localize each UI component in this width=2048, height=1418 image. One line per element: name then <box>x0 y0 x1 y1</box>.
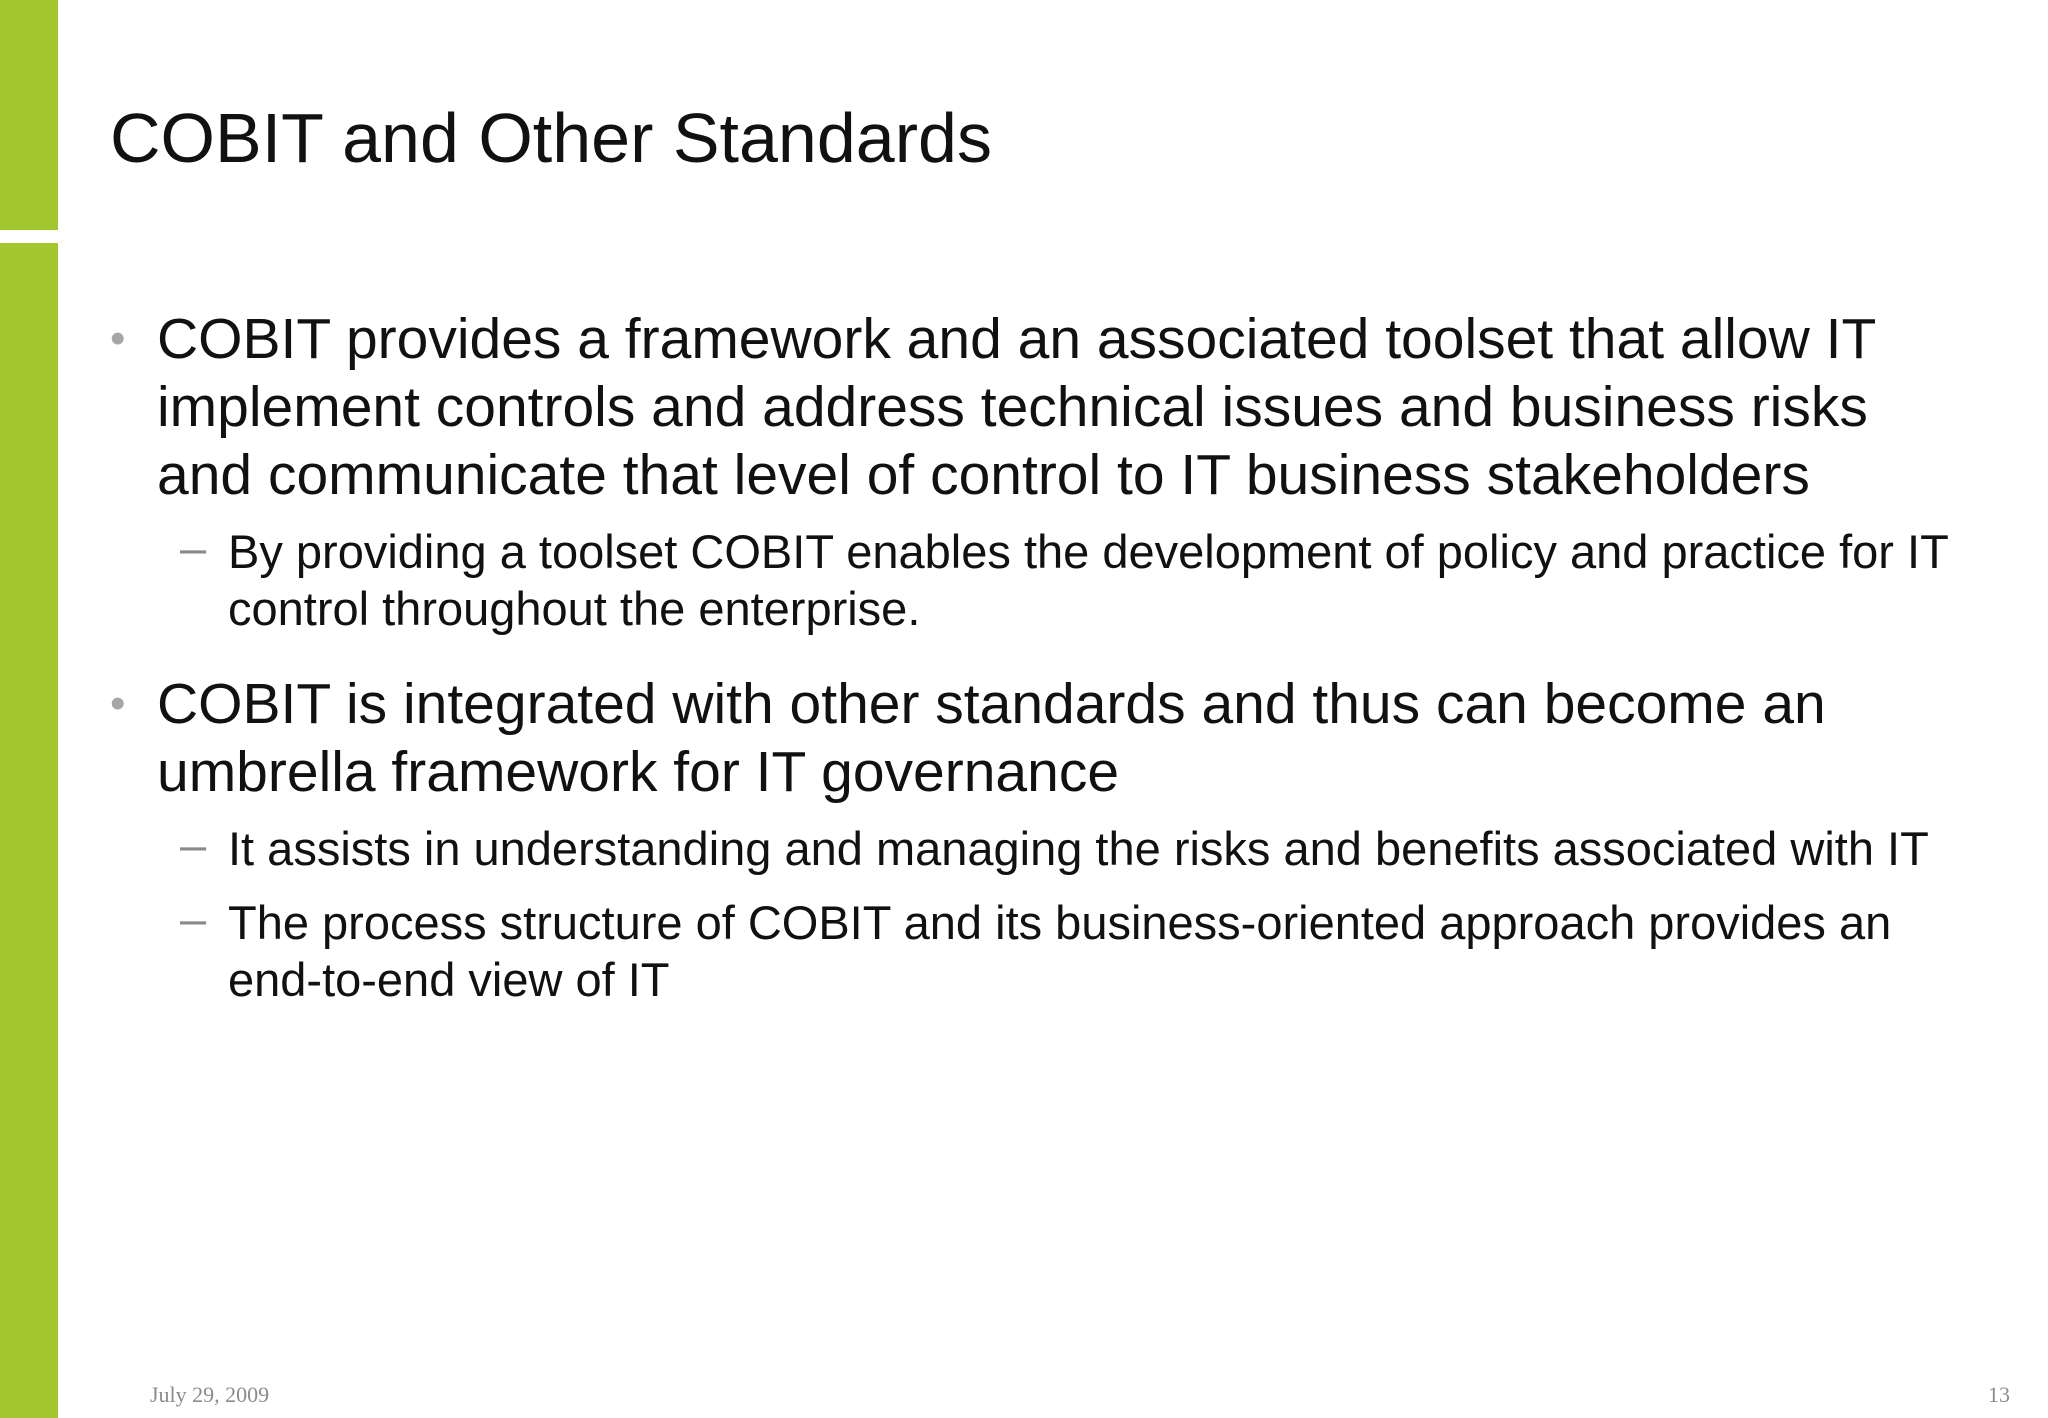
bullet-item <box>110 305 1970 509</box>
slide-body <box>110 305 1970 1008</box>
bullet-text: COBIT is integrated with other standards and thus can become an umbrella framework for IT governance <box>157 672 1826 804</box>
sub-bullet-text: By providing a toolset COBIT enables the development of policy and practice for IT control throughout the enterprise. <box>228 525 1948 635</box>
slide-title: COBIT and Other Standards <box>110 99 992 177</box>
sub-bullet-item <box>110 523 1970 637</box>
dash-icon: – <box>180 521 207 574</box>
sub-bullet-item <box>110 820 1970 877</box>
sub-bullet-item <box>110 894 1970 1008</box>
dash-icon: – <box>180 892 207 945</box>
footer-date: July 29, 2009 <box>150 1382 270 1407</box>
dash-icon: – <box>180 818 207 871</box>
bullet-icon: • <box>110 679 126 728</box>
bullet-icon: • <box>110 314 126 363</box>
accent-bar-top <box>0 0 58 230</box>
sub-bullet-text: The process structure of COBIT and its business-oriented approach provides an end-to-end view of IT <box>228 896 1892 1006</box>
bullet-item <box>110 670 1970 806</box>
sub-bullet-text: It assists in understanding and managing the risks and benefits associated with IT <box>228 822 1929 875</box>
accent-bar-bottom <box>0 243 58 1418</box>
bullet-text: COBIT provides a framework and an associated toolset that allow IT implement controls and address technical issues and business risks and communicate that level of control to IT business stakeholders <box>157 307 1876 507</box>
page-number: 13 <box>1988 1382 2010 1407</box>
